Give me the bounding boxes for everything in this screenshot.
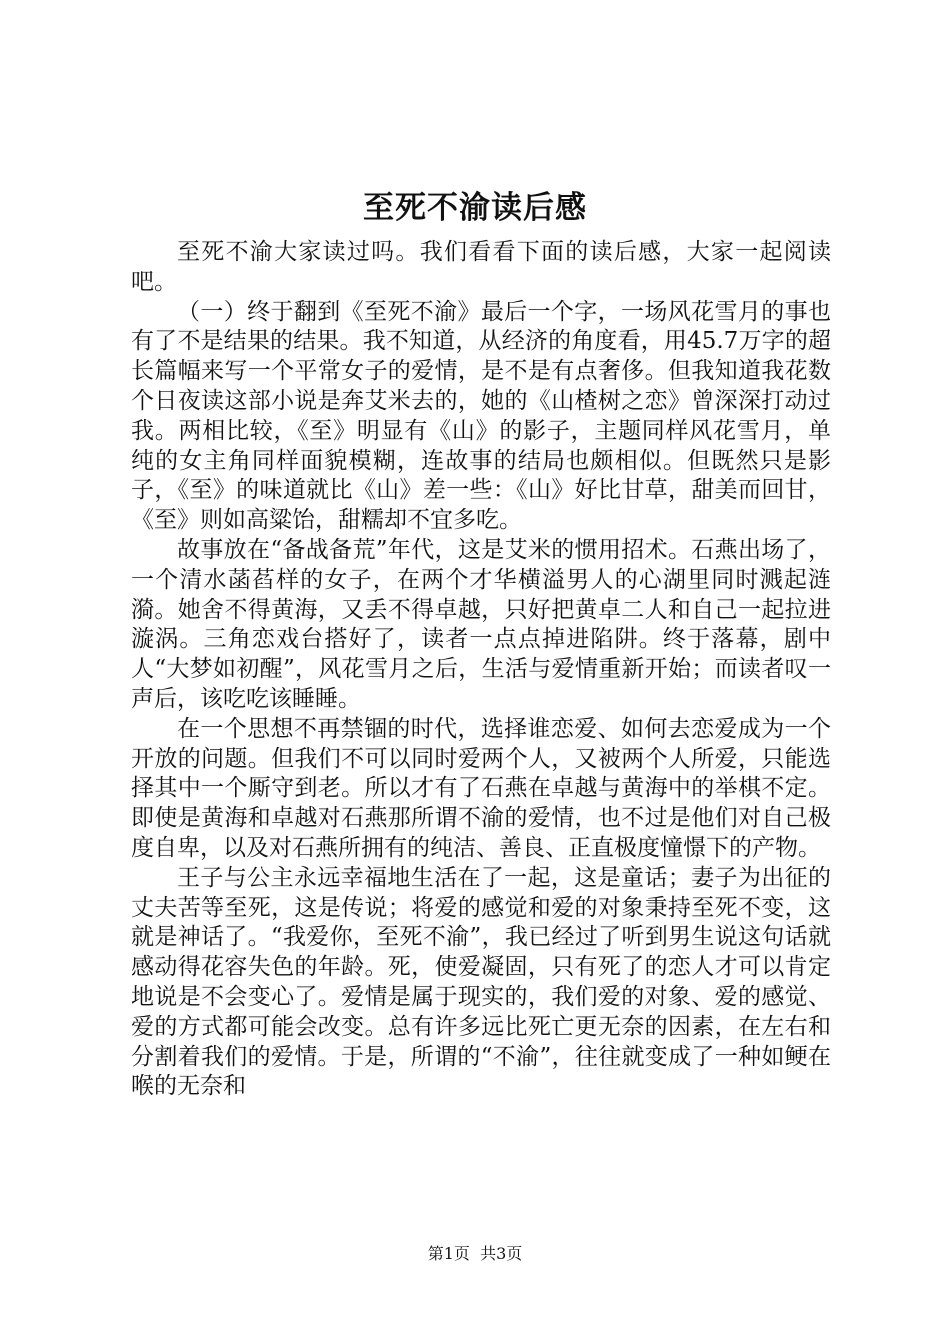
paragraph-intro: 至死不渝大家读过吗。我们看看下面的读后感，大家一起阅读吧。	[131, 239, 831, 295]
page-footer	[0, 1243, 950, 1265]
document-body	[131, 238, 831, 1102]
paragraph-1: （一）终于翻到《至死不渝》最后一个字，一场风花雪月的事也有了不是结果的结果。我不知道，从经济的角度看，用45.7万字的超长篇幅来写一个平常女子的爱情，是不是有点奢侈。但我知道我花数个日夜读这部小说是奔艾米去的，她的《山楂树之恋》曾深深打动过我。两相比较，《至》明显有《山》的影子，主题同样风花雪月，单纯的女主角同样面貌模糊，连故事的结局也颇相似。但既然只是影子，《至》的味道就比《山》差一些：《山》好比甘草，甜美而回甘，《至》则如高粱饴，甜糯却不宜多吃。	[131, 298, 831, 534]
document-title: 至死不渝读后感	[363, 190, 587, 226]
page-number-label: 第1页 共3页	[427, 1244, 523, 1263]
paragraph-3: 在一个思想不再禁锢的时代，选择谁恋爱、如何去恋爱成为一个开放的问题。但我们不可以同时爱两个人，又被两个人所爱，只能选择其中一个厮守到老。所以才有了石燕在卓越与黄海中的举棋不定。即使是黄海和卓越对石燕那所谓不渝的爱情，也不过是他们对自己极度自卑，以及对石燕所拥有的纯洁、善良、正直极度憧憬下的产物。	[131, 715, 831, 861]
paragraph-2: 故事放在“备战备荒”年代，这是艾米的惯用招术。石燕出场了，一个清水菡萏样的女子，在两个才华横溢男人的心湖里同时溅起涟漪。她舍不得黄海，又丢不得卓越，只好把黄卓二人和自己一起拉进漩涡。三角恋戏台搭好了，读者一点点掉进陷阱。终于落幕，剧中人“大梦如初醒”，风花雪月之后，生活与爱情重新开始；而读者叹一声后，该吃吃该睡睡。	[131, 536, 831, 712]
paragraph-4: 王子与公主永远幸福地生活在了一起，这是童话；妻子为出征的丈夫苦等至死，这是传说；将爱的感觉和爱的对象秉持至死不变，这就是神话了。“我爱你，至死不渝”，我已经过了听到男生说这句话就感动得花容失色的年龄。死，使爱凝固，只有死了的恋人才可以肯定地说是不会变心了。爱情是属于现实的，我们爱的对象、爱的感觉、爱的方式都可能会改变。总有许多远比死亡更无奈的因素，在左右和分割着我们的爱情。于是，所谓的“不渝”，往往就变成了一种如鲠在喉的无奈和	[131, 864, 831, 1100]
